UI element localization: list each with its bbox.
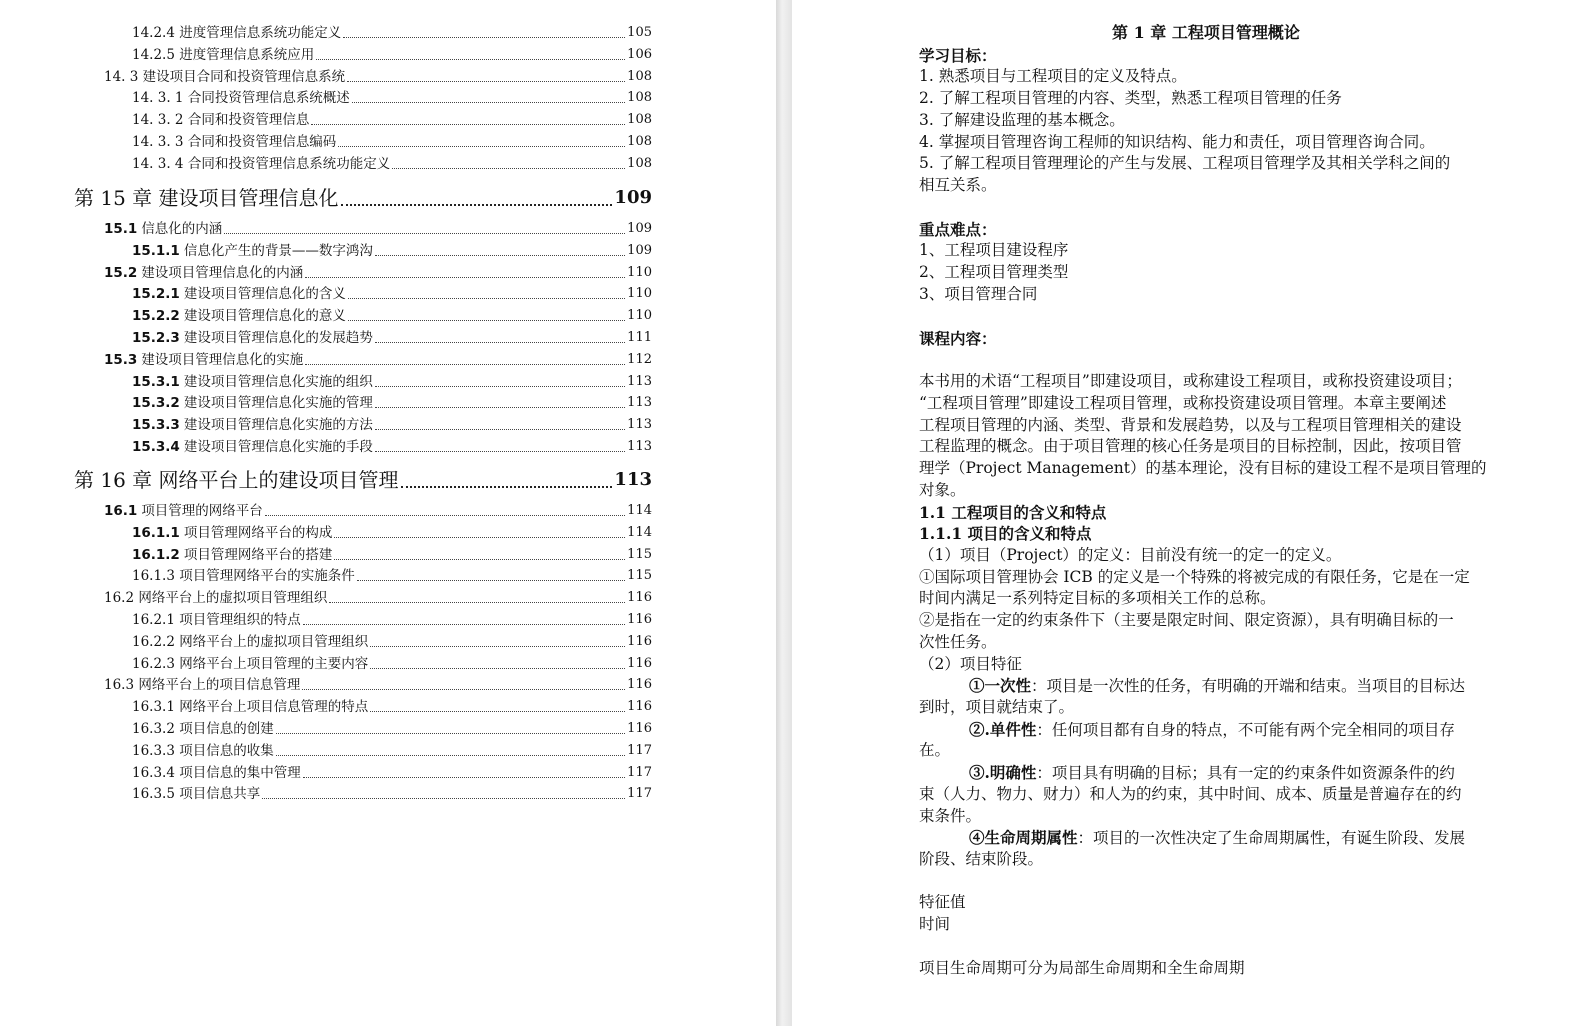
toc-leader-dots — [276, 755, 625, 756]
toc-leader-dots — [352, 102, 625, 103]
toc-entry — [104, 66, 652, 86]
toc-page-number: 117 — [627, 786, 652, 802]
feature-item: ②.单件性：任何项目都有自身的特点，不可能有两个完全相同的项目存 — [969, 720, 1455, 739]
toc-entry-title: 项目管理网络平台的搭建 — [183, 546, 333, 563]
toc-entry-number: 15.2.3 — [132, 330, 180, 346]
key-heading: 重点难点： — [919, 220, 997, 239]
goal-item: 1. 熟悉项目与工程项目的定义及特点。 — [919, 67, 1187, 85]
toc-entry-title: 建设项目管理信息化实施的方法 — [183, 417, 373, 434]
toc-leader-dots — [348, 320, 625, 321]
toc-leader-dots — [375, 255, 625, 256]
definition-line: 时间内满足一系列特定目标的多项相关工作的总称。 — [919, 589, 1276, 607]
toc-page-number: 114 — [627, 503, 652, 518]
page-gutter — [776, 0, 792, 1026]
toc-entry-number: 16.1.1 — [132, 524, 180, 541]
toc-entry — [132, 22, 652, 42]
toc-entry-number: 15.2 — [104, 264, 138, 281]
toc-entry — [104, 587, 652, 607]
goal-item: 5. 了解工程项目管理理论的产生与发展、工程项目管理学及其相关学科之间的 — [919, 154, 1451, 172]
toc-entry-title: 16.3 网络平台上的项目信息管理 — [104, 677, 301, 694]
section-heading-1-1-1: 1.1.1 项目的含义和特点 — [919, 524, 1092, 543]
toc-entry-title: 16.3.5 项目信息共享 — [132, 786, 261, 803]
toc-entry — [132, 392, 652, 412]
toc-page-number: 116 — [627, 612, 652, 627]
toc-entry — [132, 327, 652, 347]
toc-leader-dots — [375, 451, 625, 452]
toc-leader-dots — [334, 537, 625, 538]
toc-leader-dots — [329, 602, 625, 603]
toc-leader-dots — [375, 429, 625, 430]
toc-entry-number: 15.2.1 — [132, 286, 180, 303]
toc-page-number: 113 — [627, 417, 652, 433]
toc-entry-title: 14.2.5 进度管理信息系统应用 — [132, 46, 315, 63]
toc-entry-title: 16.3.1 网络平台上项目信息管理的特点 — [132, 699, 369, 716]
toc-page-number: 108 — [627, 68, 652, 84]
toc-entry — [132, 153, 652, 173]
toc-entry — [132, 131, 652, 151]
toc-entry — [132, 762, 652, 782]
intro-line: 工程项目管理的内涵、类型、背景和发展趋势，以及与工程项目管理相关的建设 — [919, 416, 1462, 434]
toc-entry — [132, 544, 652, 564]
toc-leader-dots — [343, 37, 625, 38]
toc-leader-dots — [370, 668, 625, 669]
toc-page-number: 113 — [627, 395, 652, 411]
goal-item: 相互关系。 — [919, 176, 997, 194]
goal-item: 2. 了解工程项目管理的内容、类型，熟悉工程项目管理的任务 — [919, 89, 1342, 107]
feature-item-cont: 阶段、结束阶段。 — [919, 850, 1044, 868]
toc-leader-dots — [305, 277, 625, 278]
toc-page-number: 108 — [627, 155, 652, 171]
toc-page-number: 111 — [627, 330, 652, 345]
toc-entry-title: 14. 3 建设项目合同和投资管理信息系统 — [104, 68, 346, 85]
toc-entry-title: 16.3.3 项目信息的收集 — [132, 742, 274, 759]
toc-entry — [132, 436, 652, 456]
feature-item: ①一次性：项目是一次性的任务，有明确的开端和结束。当项目的目标达 — [969, 676, 1466, 695]
toc-entry-title: 建设项目管理信息化的含义 — [183, 286, 346, 303]
feature-item: ③.明确性：项目具有明确的目标；具有一定的约束条件如资源条件的约 — [969, 763, 1455, 782]
feature-item-cont: 在。 — [919, 741, 951, 759]
toc-entry-title: 建设项目管理信息化的内涵 — [141, 264, 304, 281]
toc-leader-dots — [341, 204, 613, 206]
toc-entry — [132, 305, 652, 325]
toc-chapter-row — [74, 464, 652, 494]
toc-entry — [104, 262, 652, 282]
toc-entry — [104, 218, 652, 238]
toc-entry-number: 15.3.3 — [132, 417, 180, 434]
toc-entry — [132, 109, 652, 129]
toc-entry-number: 16.1.2 — [132, 546, 180, 563]
key-point: 3、项目管理合同 — [919, 285, 1038, 303]
key-point: 1、工程项目建设程序 — [919, 241, 1069, 259]
definition-line: ①国际项目管理协会 ICB 的定义是一个特殊的将被完成的有限任务，它是在一定 — [919, 568, 1470, 586]
toc-page-number: 114 — [627, 524, 652, 540]
toc-page-number: 113 — [627, 373, 652, 389]
toc-entry-title: 16.2.1 项目管理组织的特点 — [132, 612, 301, 628]
toc-page-number: 116 — [627, 699, 652, 715]
toc-entry — [132, 240, 652, 260]
toc-leader-dots — [224, 233, 625, 234]
toc-entry-title: 14. 3. 1 合同投资管理信息系统概述 — [132, 90, 350, 107]
toc-page-number: 108 — [627, 90, 652, 106]
intro-line: 工程监理的概念。由于项目管理的核心任务是项目的目标控制，因此，按项目管 — [919, 437, 1462, 455]
toc-entry-title: 14.2.4 进度管理信息系统功能定义 — [132, 25, 342, 41]
toc-entry-title: 建设项目管理信息化的发展趋势 — [183, 330, 373, 346]
toc-entry-number: 15.2.2 — [132, 308, 180, 325]
toc-leader-dots — [265, 515, 625, 516]
toc-page-number: 116 — [627, 677, 652, 693]
toc-entry-number: 16.1 — [104, 503, 138, 519]
toc-entry-number: 15.3.1 — [132, 373, 180, 390]
goal-item: 4. 掌握项目管理咨询工程师的知识结构、能力和责任，项目管理咨询合同。 — [919, 133, 1435, 151]
toc-leader-dots — [334, 559, 625, 560]
definition-line: （2）项目特征 — [919, 655, 1022, 673]
tail-line: 特征值 — [919, 893, 966, 911]
feature-item-cont: 到时，项目就结束了。 — [919, 698, 1075, 716]
toc-page-number: 116 — [627, 655, 652, 671]
toc-page-number: 108 — [627, 134, 652, 149]
toc-entry-number: 15.3.4 — [132, 439, 180, 455]
toc-page-number: 117 — [627, 764, 652, 780]
toc-entry — [132, 718, 652, 738]
toc-entry-title: 14. 3. 4 合同和投资管理信息系统功能定义 — [132, 155, 391, 172]
toc-page-number: 117 — [627, 742, 652, 758]
toc-page-number: 112 — [627, 351, 652, 367]
goal-item: 3. 了解建设监理的基本概念。 — [919, 111, 1125, 129]
toc-entry-title: 14. 3. 2 合同和投资管理信息 — [132, 112, 310, 129]
tail-line: 时间 — [919, 915, 951, 933]
toc-leader-dots — [302, 689, 625, 690]
toc-entry-number: 15.1.1 — [132, 242, 180, 259]
toc-leader-dots — [303, 624, 625, 625]
toc-page-number: 109 — [627, 242, 652, 258]
definition-line: （1）项目（Project）的定义：目前没有统一的定一的定义。 — [919, 546, 1342, 564]
toc-entry-title: 建设项目管理信息化实施的管理 — [183, 395, 373, 412]
toc-entry — [132, 283, 652, 303]
toc-entry — [104, 500, 652, 520]
toc-page-number: 109 — [627, 221, 652, 236]
toc-chapter-row — [74, 182, 652, 212]
intro-line: 理学（Project Management）的基本理论，没有目标的建设工程不是项目管理的 — [919, 459, 1487, 477]
toc-leader-dots — [276, 733, 625, 734]
toc-entry-title: 16.3.4 项目信息的集中管理 — [132, 764, 301, 781]
toc-entry-title: 项目管理网络平台的构成 — [183, 524, 333, 541]
toc-leader-dots — [338, 146, 625, 147]
toc-entry — [104, 674, 652, 694]
toc-entry — [132, 696, 652, 716]
toc-entry — [132, 565, 652, 585]
toc-page-number: 108 — [627, 112, 652, 128]
toc-page-number: 116 — [627, 633, 652, 649]
toc-leader-dots — [303, 777, 625, 778]
toc-entry — [132, 631, 652, 651]
toc-entry-title: 16.1.3 项目管理网络平台的实施条件 — [132, 568, 355, 585]
intro-line: “工程项目管理”即建设工程项目管理，或称投资建设项目管理。本章主要阐述 — [919, 394, 1447, 412]
toc-entry-title: 16.3.2 项目信息的创建 — [132, 721, 274, 737]
toc-page-number: 113 — [627, 439, 652, 454]
toc-page-number: 106 — [627, 46, 652, 62]
toc-leader-dots — [392, 168, 625, 169]
toc-page-number: 116 — [627, 590, 652, 606]
intro-line: 对象。 — [919, 481, 966, 499]
goals-heading: 学习目标： — [919, 46, 997, 65]
toc-entry-title: 第 16 章 网络平台上的建设项目管理 — [74, 468, 399, 492]
section-heading-1-1: 1.1 工程项目的含义和特点 — [919, 503, 1107, 522]
toc-entry-number: 15.3 — [104, 351, 138, 368]
toc-leader-dots — [305, 364, 625, 365]
toc-leader-dots — [401, 486, 613, 488]
toc-entry — [132, 609, 652, 629]
toc-entry — [132, 740, 652, 760]
toc-entry-title: 14. 3. 3 合同和投资管理信息编码 — [132, 134, 337, 150]
toc-entry-number: 15.1 — [104, 221, 138, 237]
key-point: 2、工程项目管理类型 — [919, 263, 1069, 281]
toc-entry-title: 16.2 网络平台上的虚拟项目管理组织 — [104, 590, 328, 607]
toc-entry-title: 第 15 章 建设项目管理信息化 — [74, 186, 339, 210]
toc-entry-title: 信息化的内涵 — [141, 221, 223, 237]
intro-line: 本书用的术语“工程项目”即建设项目，或称建设工程项目，或称投资建设项目； — [919, 372, 1462, 390]
feature-item: ④生命周期属性：项目的一次性决定了生命周期属性，有诞生阶段、发展 — [969, 828, 1466, 847]
toc-leader-dots — [357, 580, 625, 581]
toc-page-number: 109 — [614, 187, 652, 208]
toc-leader-dots — [316, 59, 625, 60]
definition-line: ②是指在一定的约束条件下（主要是限定时间、限定资源），具有明确目标的一 — [919, 611, 1454, 629]
toc-leader-dots — [348, 298, 625, 299]
last-line: 项目生命周期可分为局部生命周期和全生命周期 — [919, 959, 1245, 977]
toc-leader-dots — [262, 798, 625, 799]
toc-entry — [132, 783, 652, 803]
left-page — [0, 0, 776, 1026]
toc-leader-dots — [375, 386, 625, 387]
toc-entry-title: 建设项目管理信息化实施的手段 — [183, 439, 373, 455]
toc-entry-title: 建设项目管理信息化实施的组织 — [183, 373, 373, 390]
toc-leader-dots — [370, 646, 625, 647]
definition-line: 次性任务。 — [919, 633, 997, 651]
toc-page-number: 116 — [627, 721, 652, 736]
toc-leader-dots — [347, 81, 625, 82]
feature-item-cont: 束（人力、物力、财力）和人为的约束，其中时间、成本、质量是普遍存在的约 — [919, 785, 1462, 803]
toc-leader-dots — [375, 407, 625, 408]
feature-item-cont: 束条件。 — [919, 807, 982, 825]
toc-leader-dots — [311, 124, 625, 125]
toc-page-number: 110 — [627, 264, 652, 280]
toc-entry — [132, 87, 652, 107]
toc-page-number: 105 — [627, 25, 652, 40]
toc-page-number: 113 — [614, 469, 652, 490]
toc-entry-title: 16.2.3 网络平台上项目管理的主要内容 — [132, 655, 369, 672]
toc-page-number: 115 — [627, 546, 652, 562]
chapter-title: 第 1 章 工程项目管理概论 — [1112, 23, 1300, 42]
toc-entry — [132, 653, 652, 673]
toc-page-number: 110 — [627, 286, 652, 302]
toc-entry — [132, 414, 652, 434]
toc-entry-title: 16.2.2 网络平台上的虚拟项目管理组织 — [132, 633, 369, 650]
toc-page-number: 110 — [627, 308, 652, 324]
toc-entry-title: 建设项目管理信息化的意义 — [183, 308, 346, 325]
toc-entry — [132, 371, 652, 391]
toc-page-number: 115 — [627, 568, 652, 584]
toc-leader-dots — [370, 711, 625, 712]
toc-leader-dots — [375, 342, 625, 343]
toc-entry — [132, 44, 652, 64]
toc-entry-title: 建设项目管理信息化的实施 — [141, 351, 304, 368]
toc-entry — [104, 349, 652, 369]
toc-entry — [132, 522, 652, 542]
toc-entry-title: 项目管理的网络平台 — [141, 503, 263, 519]
toc-entry-title: 信息化产生的背景——数字鸿沟 — [183, 242, 373, 259]
toc-entry-number: 15.3.2 — [132, 395, 180, 412]
course-heading: 课程内容： — [919, 329, 997, 348]
